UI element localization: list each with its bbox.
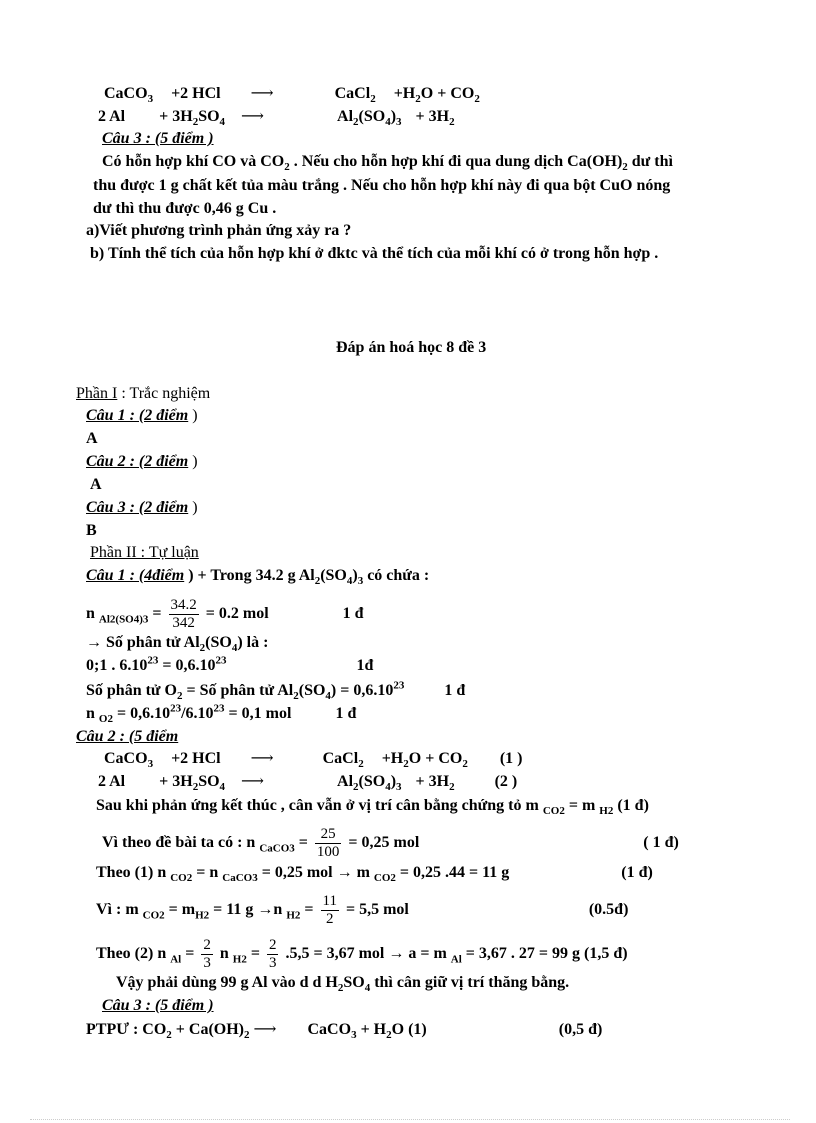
question-3-text-line2: thu được 1 g chất kết tủa màu trắng . Nếu cho hỗn hợp khí này đi qua bột CuO nóng: [93, 177, 671, 194]
part1-answer-2: A: [90, 476, 102, 493]
fraction: $\frac{2}{3}$: [268, 937, 277, 971]
equation-caco3-hcl-2: CaCO$_3$ +2 HCl ⟶ CaCl$_2$ $+H_2O + CO_2$ (1 ): [104, 750, 523, 771]
balance-statement: Sau khi phản ứng kết thúc , cân vẫn ở vị trí cân bằng chứng tỏ m $_{CO2}$ = m $_{H2}$ (1 đ): [96, 797, 649, 818]
question-3b: b) Tính thể tích của hỗn hợp khí ở đktc và thể tích của mỗi khí có ở trong hỗn hợp .: [90, 245, 659, 262]
question-3a: a)Viết phương trình phản ứng xảy ra ?: [86, 222, 352, 239]
page-footer-divider: [30, 1119, 790, 1120]
part-1-heading: Phần I : Trắc nghiệm: [76, 385, 211, 402]
part1-answer-3: B: [86, 522, 97, 539]
reaction-arrow-icon: ⟶: [250, 750, 274, 767]
reaction-arrow-icon: ⟶: [241, 773, 264, 790]
mole-calculation: n $_{Al2(SO4)3}$ = $\frac{34.2}{342}$ = 0.2 mol 1 đ: [86, 597, 364, 631]
part-2-heading: Phần II : Tự luận: [90, 544, 199, 561]
question-3-text-line3: dư thì thu được 0,46 g Cu .: [93, 200, 277, 217]
part1-question-1: Câu 1 : (2 điểm ): [86, 407, 198, 424]
equation-al-h2so4: 2 $Al + 3H_2SO_4$ ⟶ $Al_2(SO_4)_3 + 3H_2$: [98, 108, 455, 129]
fraction: $\frac{34.2}{342}$: [170, 597, 197, 631]
fraction: $\frac{11}{2}$: [322, 893, 337, 927]
reaction-equation-ptpu: PTPƯ : $CO_2 + Ca(OH)_2$ ⟶ CaCO$_3$ + $H_2O$ (1) (0,5 đ): [86, 1021, 603, 1042]
fraction: $\frac{25}{100}$: [316, 826, 340, 860]
o2-moles: n $_{O2} = 0,6.10^{23}/6.10^{23} = 0,1$ mol 1 đ: [86, 702, 357, 726]
part2-question-2: Câu 2 : (5 điểm: [76, 728, 179, 745]
part2-question-3: Câu 3 : (5 điểm ): [102, 997, 214, 1014]
caco3-moles: Vì theo đề bài ta có : n $_{CaCO3}$ = $\frac{25}{100}$ = 0,25 mol ( 1 đ): [102, 826, 679, 860]
al-mass: Theo (2) n $_{Al}$ = $\frac{2}{3}$ n $_{H2}$ = $\frac{2}{3}$ .5,5 = 3,67 mol → a = m $_{Al}$ = 3,67 . 27 = 99 g (1,5 đ): [96, 937, 628, 971]
reaction-arrow-icon: ⟶: [241, 108, 264, 125]
question-3-title: Câu 3 : (5 điểm ): [102, 130, 214, 147]
conclusion: Vậy phải dùng 99 g Al vào d d $H_2SO_4$ thì cân giữ vị trí thăng bằng.: [116, 974, 570, 995]
o2-molecule-count: Số phân tử $O_2$ = Số phân tử $Al_2(SO_4) = 0,6.10^{23}$ 1 đ: [86, 679, 466, 703]
question-3-text-line1: Có hỗn hợp khí CO và $CO_2$ . Nếu cho hỗn hợp khí đi qua dung dịch $Ca(OH)_2$ dư thì: [102, 153, 673, 174]
reaction-arrow-icon: ⟶: [250, 85, 274, 102]
equation-caco3-hcl: CaCO$_3$ +2 HCl ⟶ CaCl$_2$ $+H_2O + CO_2$: [104, 85, 480, 106]
reaction-arrow-icon: ⟶: [253, 1021, 277, 1038]
co2-mass: Theo (1) n $_{CO2}$ = n $_{CaCO3}$ = 0,25 mol → m $_{CO2}$ = 0,25 .44 = 11 g (1 đ): [96, 864, 653, 885]
part1-answer-1: A: [86, 430, 98, 447]
answer-heading: Đáp án hoá học 8 đề 3: [336, 339, 487, 356]
fraction: $\frac{2}{3}$: [203, 937, 211, 971]
molecule-count-heading: → Số phân tử $Al_2(SO_4)$ là :: [86, 634, 269, 655]
part1-question-3: Câu 3 : (2 điểm ): [86, 499, 198, 516]
molecule-count: 0;1 . $6.10^{23} = 0,6.10^{23}$ 1đ: [86, 654, 374, 674]
part1-question-2: Câu 2 : (2 điểm ): [86, 453, 198, 470]
part2-question-1: Câu 1 : (4điểm ) + Trong 34.2 g $Al_2(SO_4)_3$ có chứa :: [86, 567, 430, 588]
equation-al-h2so4-2: 2 $Al + 3H_2SO_4$ ⟶ $Al_2(SO_4)_3 + 3H_2$ (2 ): [98, 773, 518, 794]
h2-moles: Vì : m $_{CO2} = m_{H2} = 11$ g →n $_{H2}$ = $\frac{11}{2}$ = 5,5 mol (0.5đ): [96, 893, 629, 927]
